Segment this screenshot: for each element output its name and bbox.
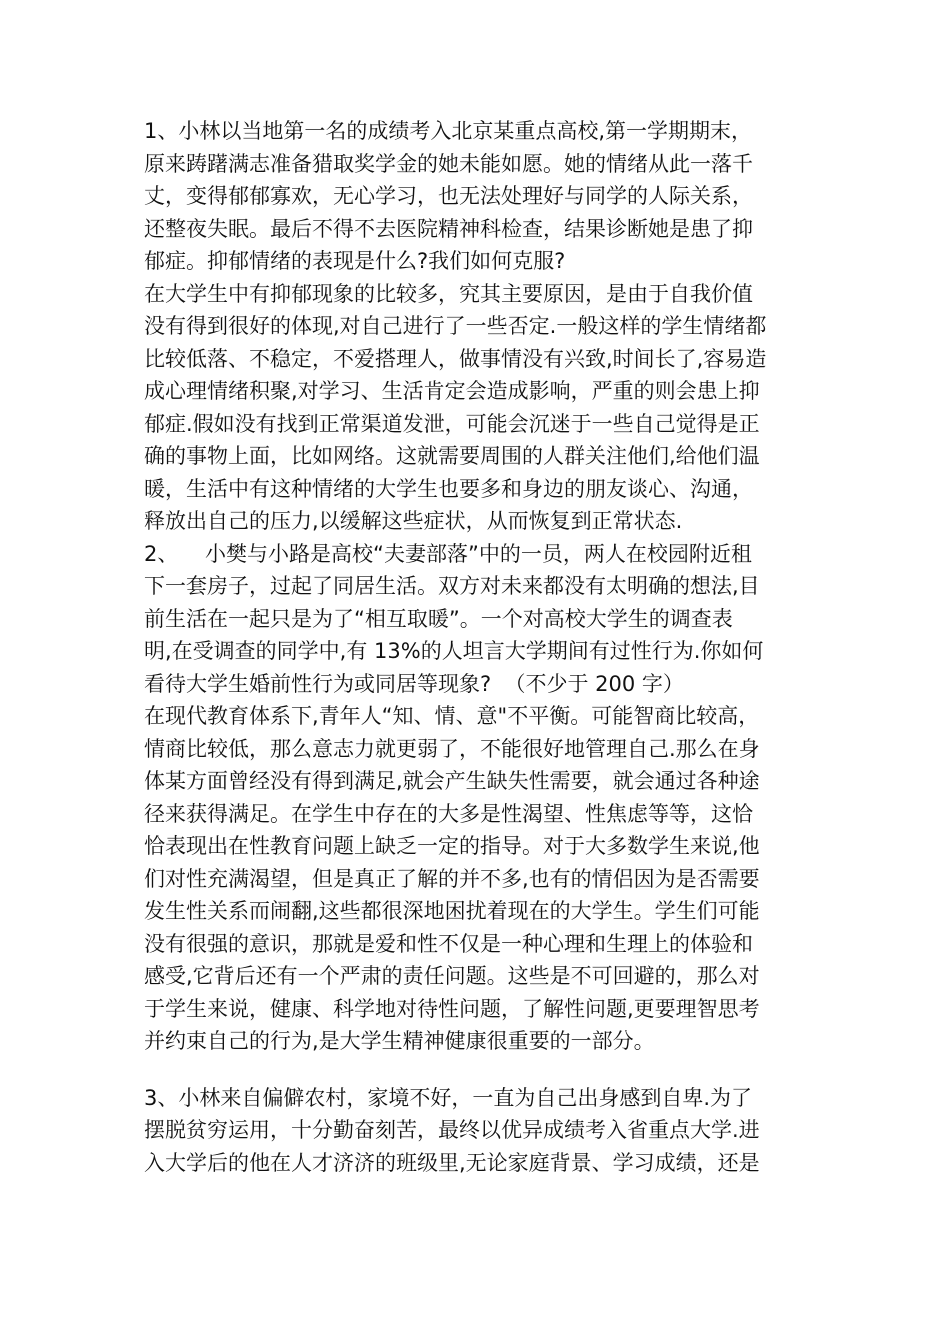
question-1-line: 原来踌躇满志准备猎取奖学金的她未能如愿。她的情绪从此一落千 (144, 151, 753, 176)
document-body (144, 115, 816, 1179)
question-1-line: 还整夜失眠。最后不得不去医院精神科检查，结果诊断她是患了抑 (144, 216, 753, 241)
answer-1-line: 释放出自己的压力,以缓解这些症状，从而恢复到正常状态. (144, 509, 683, 533)
question-2 (144, 538, 816, 701)
answer-2 (144, 700, 816, 1058)
answer-2-line: 于学生来说，健康、科学地对待性问题，了解性问题,更要理智思考 (144, 996, 760, 1021)
answer-1-line: 没有得到很好的体现,对自己进行了一些否定.一般这样的学生情绪都 (144, 314, 767, 338)
answer-2-line: 情商比较低，那么意志力就更弱了，不能很好地管理自己.那么在身 (144, 736, 760, 761)
answer-2-line: 恰表现出在性教育问题上缺乏一定的指导。对于大多数学生来说,他 (144, 834, 760, 858)
question-2-line: 明,在受调查的同学中,有 13%的人坦言大学期间有过性行为.你如何 (144, 639, 764, 663)
question-3-line: 摆脱贫穷运用，十分勤奋刻苦，最终以优异成绩考入省重点大学.进 (144, 1118, 760, 1142)
question-2-line: 看待大学生婚前性行为或同居等现象? （不少于 200 字） (144, 671, 684, 696)
question-3-line: 入大学后的他在人才济济的班级里,无论家庭背景、学习成绩，还是 (144, 1150, 760, 1175)
question-2-line: 前生活在一起只是为了“相互取暖”。一个对高校大学生的调查表 (144, 606, 733, 631)
answer-1-line: 郁症.假如没有找到正常渠道发泄，可能会沉迷于一些自己觉得是正 (144, 411, 760, 436)
answer-1-line: 成心理情绪积聚,对学习、生活肯定会造成影响，严重的则会患上抑 (144, 379, 760, 403)
question-3-line: 3、小林来自偏僻农村，家境不好，一直为自己出身感到自卑.为了 (144, 1085, 753, 1110)
answer-1-line: 暖，生活中有这种情绪的大学生也要多和身边的朋友谈心、沟通， (144, 476, 753, 501)
answer-1-line: 比较低落、不稳定，不爱搭理人，做事情没有兴致,时间长了,容易造 (144, 346, 767, 371)
question-1-line: 1、小林以当地第一名的成绩考入北京某重点高校,第一学期期末， (144, 119, 753, 143)
answer-2-line: 没有很强的意识，那就是爱和性不仅是一种心理和生理上的体验和 (144, 931, 753, 956)
question-1-line: 丈，变得郁郁寡欢，无心学习，也无法处理好与同学的人际关系， (144, 184, 753, 208)
question-1 (144, 115, 816, 278)
answer-2-line: 感受,它背后还有一个严肃的责任问题。这些是不可回避的，那么对 (144, 964, 760, 988)
answer-1 (144, 278, 816, 538)
answer-1-line: 确的事物上面，比如网络。这就需要周围的人群关注他们,给他们温 (144, 444, 760, 468)
paragraph-gap (144, 1058, 816, 1082)
question-3 (144, 1082, 816, 1180)
answer-2-line: 在现代教育体系下,青年人“知、情、意"不平衡。可能智商比较高， (144, 704, 760, 728)
question-2-line: 下一套房子，过起了同居生活。双方对未来都没有太明确的想法,目 (144, 574, 760, 598)
answer-2-line: 们对性充满渴望，但是真正了解的并不多,也有的情侣因为是否需要 (144, 866, 760, 891)
answer-2-line: 体某方面曾经没有得到满足,就会产生缺失性需要，就会通过各种途 (144, 769, 760, 793)
question-1-line: 郁症。抑郁情绪的表现是什么?我们如何克服? (144, 249, 566, 273)
answer-2-line: 并约束自己的行为,是大学生精神健康很重要的一部分。 (144, 1029, 655, 1053)
answer-1-line: 在大学生中有抑郁现象的比较多，究其主要原因，是由于自我价值 (144, 281, 753, 306)
answer-2-line: 发生性关系而闹翻,这些都很深地困扰着现在的大学生。学生们可能 (144, 899, 760, 923)
answer-2-line: 径来获得满足。在学生中存在的大多是性渴望、性焦虑等等，这恰 (144, 801, 753, 826)
question-2-line: 2、 小樊与小路是高校“夫妻部落”中的一员，两人在校园附近租 (144, 541, 752, 566)
